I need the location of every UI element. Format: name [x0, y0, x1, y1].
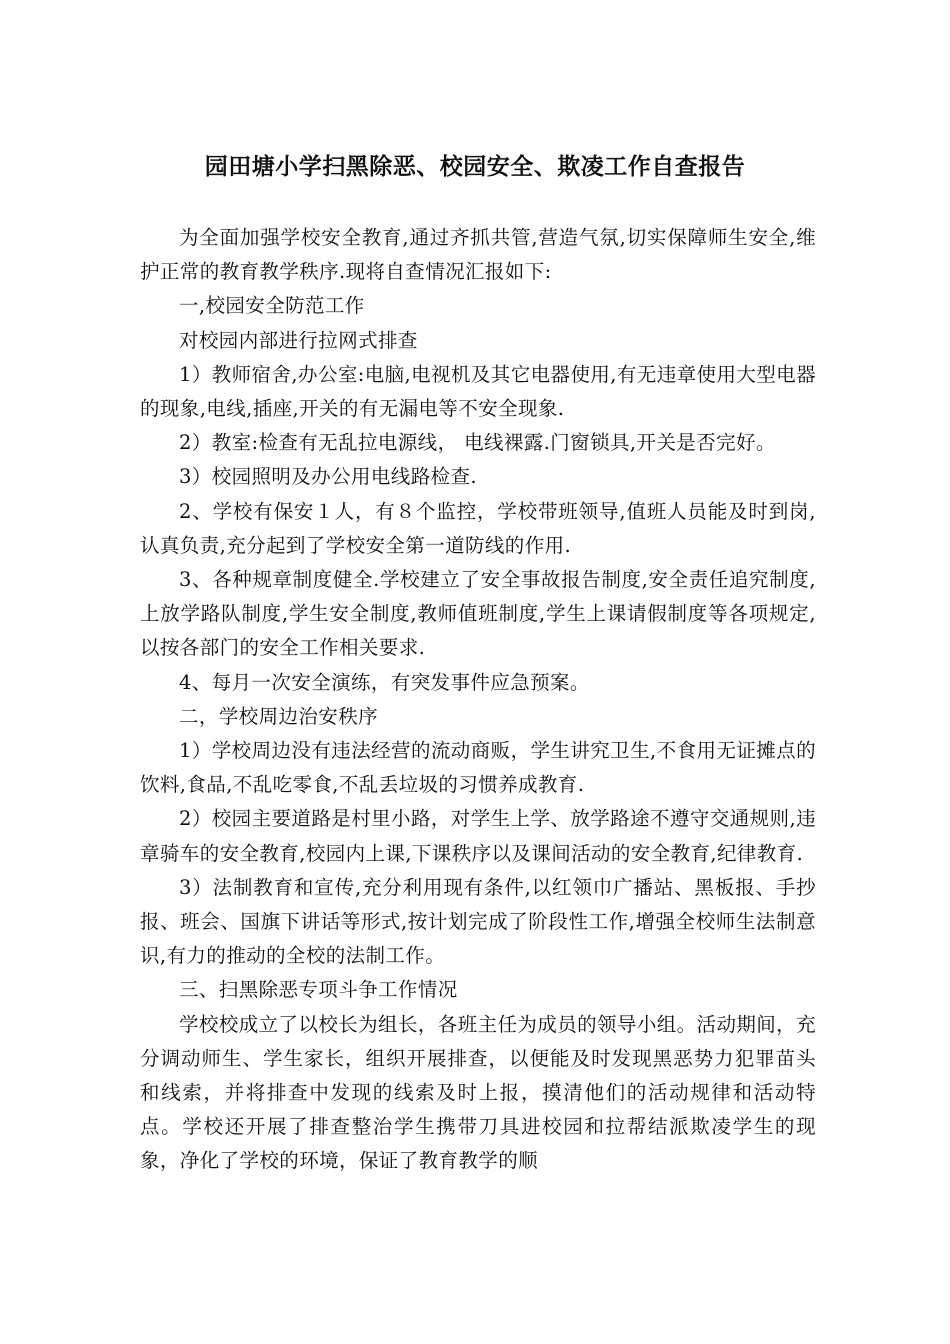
paragraph-rules: 3、各种规章制度健全.学校建立了安全事故报告制度,安全责任追究制度,上放学路队制度,学生安全制度,教师值班制度,学生上课请假制度等各项规定,以按各部门的安全工作相关要求. — [140, 568, 816, 660]
paragraph-item-legal-education: 3）法制教育和宣传,充分利用现有条件,以红领巾广播站、黑板报、手抄报、班会、国旗下讲话等形式,按计划完成了阶段性工作,增强全校师生法制意识,有力的推动的全校的法制工作。 — [140, 875, 816, 968]
paragraph-security-guard: 2、学校有保安１人，有８个监控，学校带班领导,值班人员能及时到岗,认真负责,充分起到了学校安全第一道防线的作用. — [140, 499, 816, 557]
paragraph-drills: 4、每月一次安全演练，有突发事件应急预案。 — [179, 670, 590, 694]
section-heading-campus-safety: 一,校园安全防范工作 — [179, 294, 365, 318]
paragraph-item-lighting: 3）校园照明及办公用电线路检查. — [179, 465, 478, 489]
paragraph-anti-crime: 学校校成立了以校长为组长，各班主任为成员的领导小组。活动期间，充分调动师生、学生家长，组织开展排查，以便能及时发现黑恶势力犯罪苗头和线索，并将排查中发现的线索及时上报，摸清他们的活动规律和活动特点。学校还开展了排查整治学生携带刀具进校园和拉帮结派欺凌学生的现象，净化了学校的环境，保证了教育教学的顺 — [140, 1012, 816, 1173]
paragraph-item-vendors: 1）学校周边没有违法经营的流动商贩，学生讲究卫生,不食用无证摊点的饮料,食品,不乱吃零食,不乱丢垃圾的习惯养成教育. — [140, 739, 816, 797]
paragraph-intro: 为全面加强学校安全教育,通过齐抓共管,营造气氛,切实保障师生安全,维护正常的教育教学秩序.现将自查情况汇报如下: — [140, 226, 816, 284]
paragraph-item-dormitory: 1）教师宿舍,办公室:电脑,电视机及其它电器使用,有无违章使用大型电器的现象,电线,插座,开关的有无漏电等不安全现象. — [140, 362, 816, 421]
paragraph-inspection: 对校园内部进行拉网式排查 — [179, 328, 418, 352]
document-title: 园田塘小学扫黑除恶、校园安全、欺凌工作自查报告 — [204, 153, 746, 180]
paragraph-item-classroom: 2）教室:检查有无乱拉电源线， 电线裸露.门窗锁具,开关是否完好。 — [179, 431, 776, 455]
section-heading-anti-crime: 三、扫黑除恶专项斗争工作情况 — [179, 978, 458, 1002]
document-body — [140, 221, 816, 1179]
section-heading-surroundings: 二，学校周边治安秩序 — [179, 704, 379, 728]
paragraph-item-roads: 2）校园主要道路是村里小路，对学生上学、放学路途不遵守交通规则,违章骑车的安全教育,校园内上课,下课秩序以及课间活动的安全教育,纪律教育. — [140, 807, 816, 865]
